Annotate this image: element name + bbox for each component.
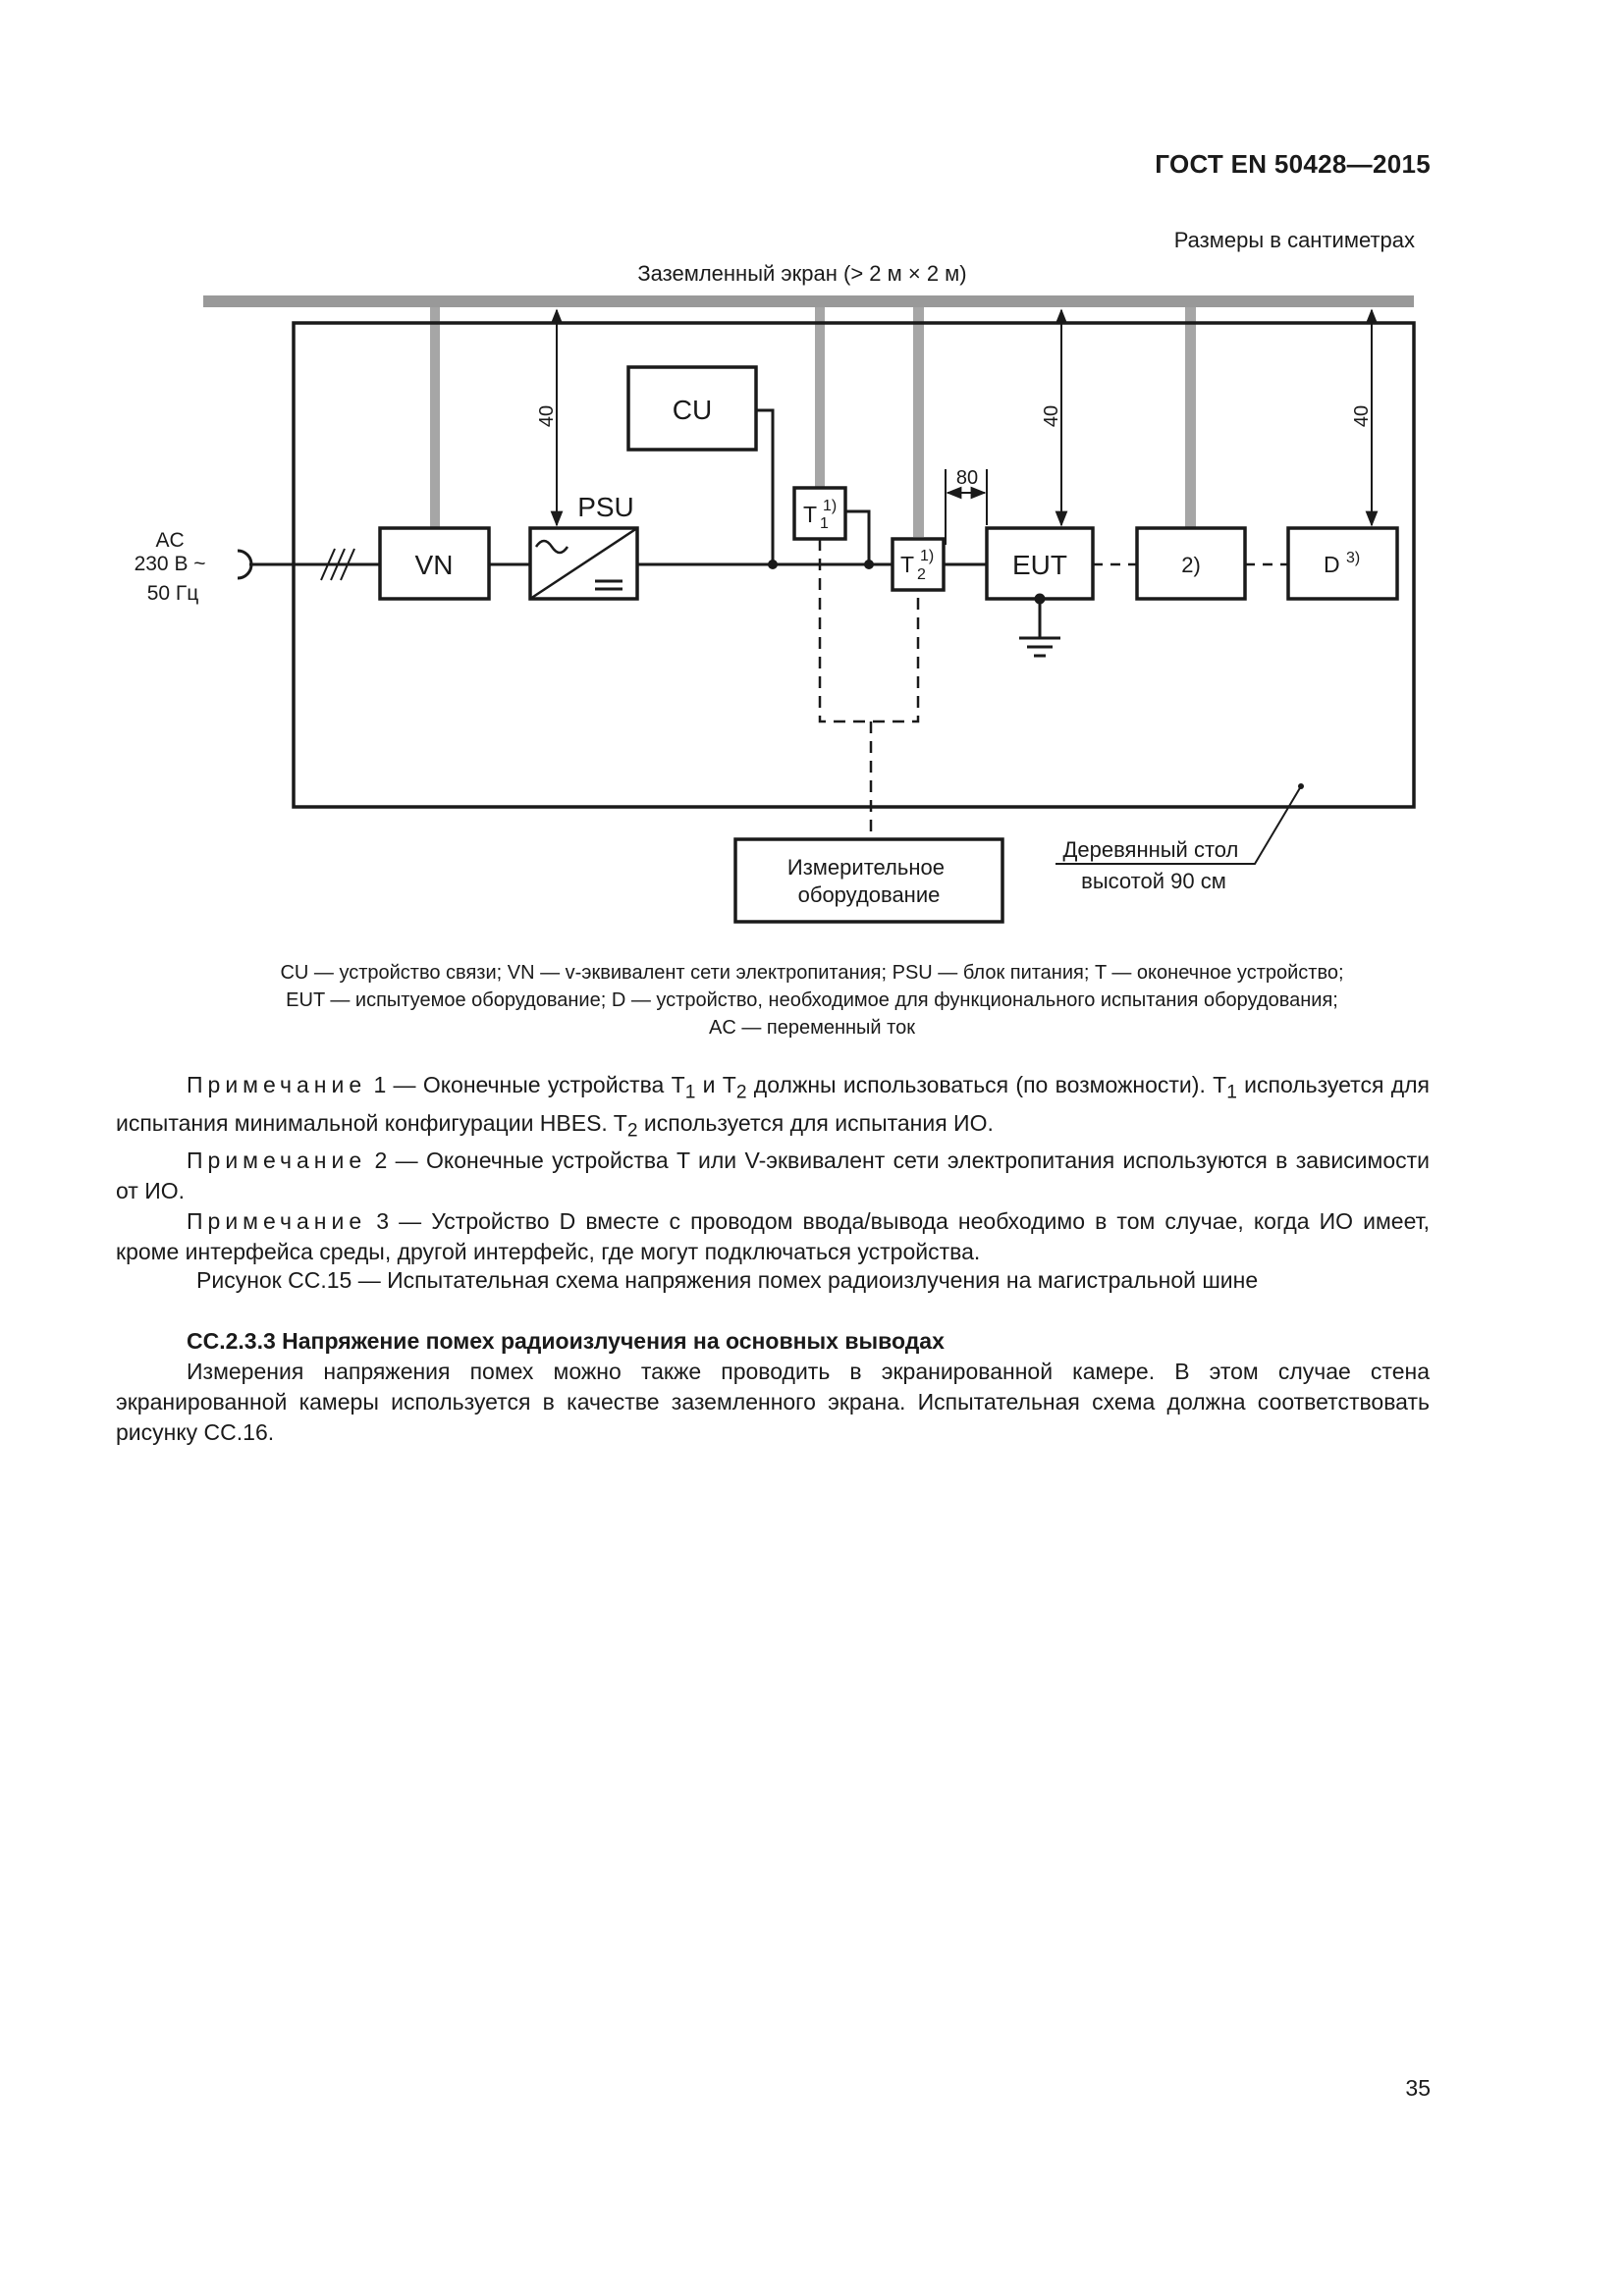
measurement-equipment-block	[735, 839, 1002, 922]
note-1: Примечание 1 — Оконечные устройства $T_1$ и $T_2$ должны использоваться (по возможности). $T_1$ используется для испытания минимальной конфигурации HBES. $T_2$ используется для испытания ИО.	[116, 1072, 1431, 1142]
notes-section	[116, 1070, 1430, 1267]
section-body: Измерения напряжения помех можно также проводить в экранированной камере. В этом случае стена экранированной камеры используется в качестве заземленного экрана. Испытательная схема должна соответствовать рисунку CC.16.	[116, 1359, 1430, 1445]
ground-plane	[203, 295, 1414, 307]
section-cc233	[116, 1326, 1430, 1448]
dimension-psu-height: 40	[536, 404, 558, 428]
dimension-spacing: 80	[955, 467, 979, 489]
earth-icon	[1019, 594, 1060, 656]
legend-line: AC — переменный ток	[709, 1017, 915, 1039]
note-2: Примечание 2 — Оконечные устройства T или V-эквивалент сети электропитания используются в зависимости от ИО.	[116, 1148, 1430, 1204]
section-heading: CC.2.3.3 Напряжение помех радиоизлучения на основных выводах	[187, 1328, 945, 1354]
cu-label: CU	[672, 395, 713, 425]
t2-subscript: 2	[917, 566, 926, 583]
measurement-equipment-label: Измерительное оборудование	[786, 855, 945, 907]
note-3: Примечание 3 — Устройство D вместе с проводом ввода/вывода необходимо в том случае, когда ИО имеет, кроме интерфейса среды, другой интерфейс, где могут подключаться устройства.	[116, 1208, 1430, 1265]
eut-label: EUT	[1012, 550, 1067, 580]
aux-label: 2)	[1181, 553, 1201, 577]
psu-label: PSU	[577, 492, 634, 522]
figure-legend	[0, 959, 1624, 1041]
d-label: D $^{3)}$	[1324, 550, 1361, 577]
dimensions-note: Размеры в сантиметрах	[1173, 228, 1415, 252]
note-label: Примечание	[187, 1072, 367, 1097]
t1-subscript: 1	[820, 515, 829, 532]
note-label: Примечание	[187, 1148, 367, 1174]
page-number: 35	[1405, 2075, 1431, 2101]
note-label: Примечание	[187, 1208, 367, 1235]
dimension-d-height: 40	[1351, 404, 1373, 428]
legend-line: CU — устройство связи; VN — v-эквивалент сети электропитания; PSU — блок питания; T — оконечное устройство;	[280, 962, 1344, 984]
legend-line: EUT — испытуемое оборудование; D — устройство, необходимое для функционального испытания оборудования;	[286, 989, 1338, 1011]
table-label: Деревянный стол высотой 90 см	[1062, 837, 1239, 893]
t2-label: T $^{1)}$	[900, 548, 935, 577]
mains-socket-icon	[238, 551, 251, 578]
t1-label: T $^{1)}$	[803, 498, 838, 527]
ground-plane-label: Заземленный экран (> 2 м × 2 м)	[637, 261, 967, 286]
dimension-eut-height: 40	[1041, 404, 1062, 428]
figure-caption: Рисунок CC.15 — Испытательная схема напряжения помех радиоизлучения на магистральной шине	[196, 1267, 1259, 1293]
document-code: ГОСТ EN 50428—2015	[1155, 149, 1431, 179]
vn-label: VN	[414, 550, 454, 580]
mains-label: AC 230 В ~ 50 Гц	[134, 529, 206, 605]
test-setup-diagram	[0, 0, 1624, 942]
